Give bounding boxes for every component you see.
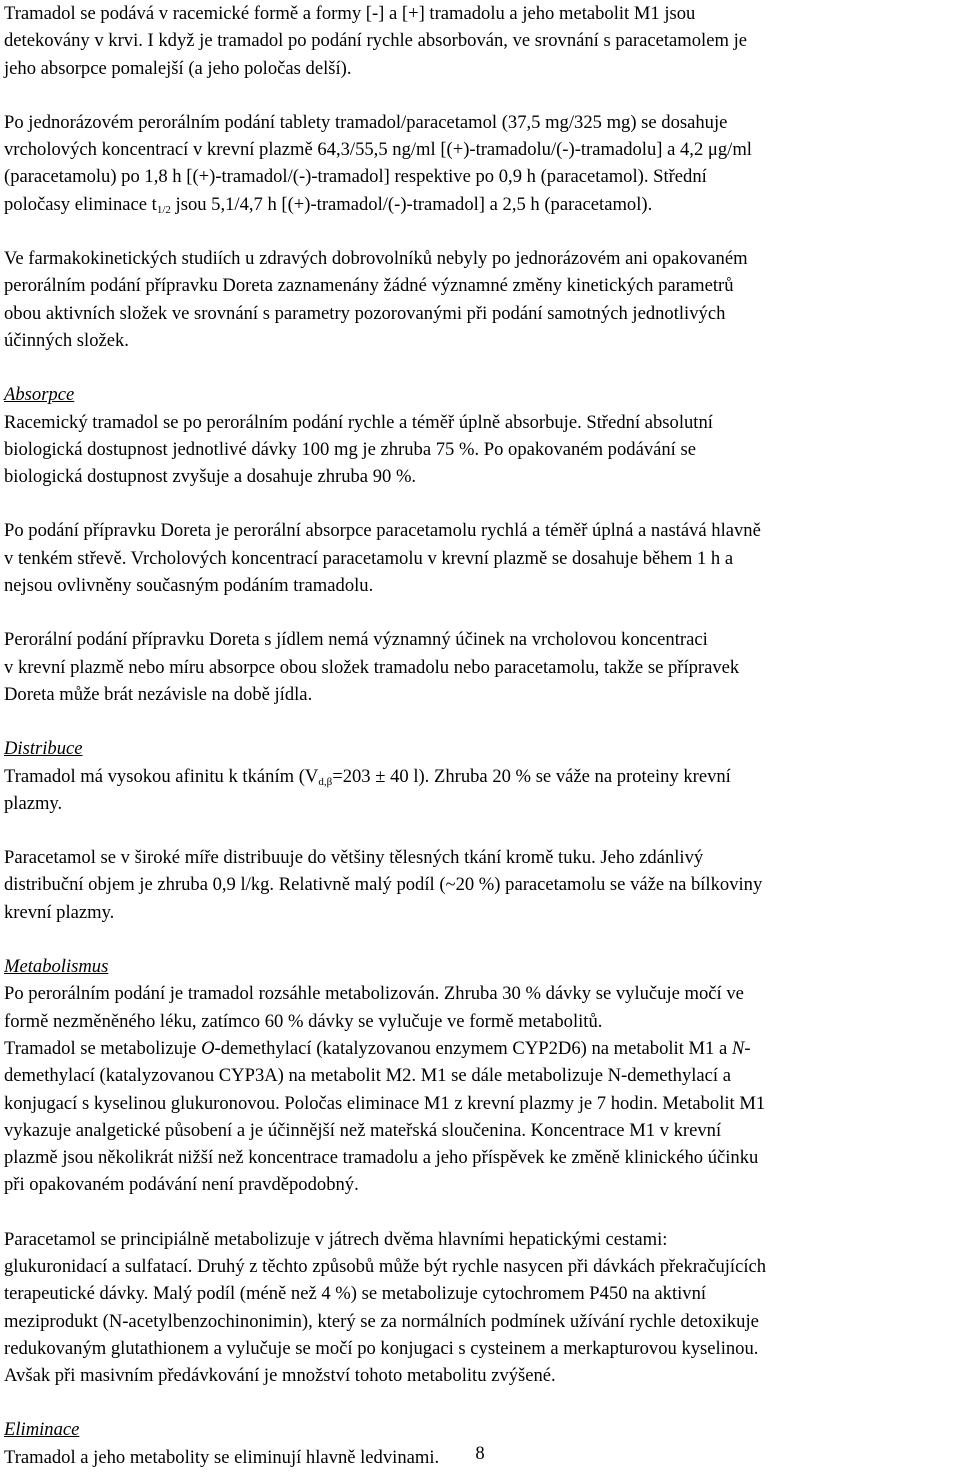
- text-line: obou aktivních složek ve srovnání s parametry pozorovanými při podání samotných jednotlivých: [4, 302, 726, 324]
- text-line: vykazuje analgetické působení a je účinnější než mateřská sloučenina. Koncentrace M1 v krevní: [4, 1119, 722, 1141]
- page-number: 8: [475, 1443, 485, 1464]
- italic-fragment: N: [731, 1037, 745, 1059]
- text-line: plazmě jsou několikrát nižší než koncentrace tramadolu a jeho příspěvek ke změně klinického účinku: [4, 1147, 759, 1169]
- text-fragment: -: [744, 1037, 751, 1059]
- section-heading: Eliminace: [4, 1419, 80, 1441]
- text-line: distribuční objem je zhruba 0,9 l/kg. Relativně malý podíl (~20 %) paracetamolu se váže na bílkoviny: [4, 874, 763, 896]
- text-line: Po podání přípravku Doreta je perorální absorpce paracetamolu rychlá a téměř úplná a nastává hlavně: [4, 520, 761, 542]
- text-line: vrcholových koncentrací v krevní plazmě 64,3/55,5 ng/ml [(+)-tramadolu/(-)-tramadolu] a 4,2 μg/ml: [4, 139, 752, 161]
- text-line: Tramadol a jeho metabolity se eliminují hlavně ledvinami.: [4, 1446, 440, 1468]
- text-fragment: Tramadol má vysokou afinitu k tkáním (V: [4, 765, 319, 787]
- section-absorpce: [4, 381, 956, 490]
- text-line: biologická dostupnost jednotlivé dávky 100 mg je zhruba 75 %. Po opakovaném podávání se: [4, 438, 696, 460]
- text-line: konjugací s kyselinou glukuronovou. Poločas eliminace M1 z krevní plazmy je 7 hodin. Metabolit M1: [4, 1092, 766, 1114]
- section-distribuce: [4, 735, 956, 817]
- text-fragment: Tramadol se metabolizuje: [4, 1037, 202, 1059]
- text-line: plazmy.: [4, 792, 63, 814]
- text-line: Paracetamol se principiálně metabolizuje v játrech dvěma hlavními hepatickými cestami:: [4, 1228, 668, 1250]
- text-line: Perorální podání přípravku Doreta s jídlem nemá významný účinek na vrcholovou koncentraci: [4, 629, 708, 651]
- text-line: detekovány v krvi. I když je tramadol po podání rychle absorbován, ve srovnání s paracetamolem je: [4, 30, 747, 52]
- section-heading: Distribuce: [4, 738, 83, 760]
- text-line: formě nezměněného léku, zatímco 60 % dávky se vylučuje ve formě metabolitů.: [4, 1010, 603, 1032]
- text-line: demethylací (katalyzovanou CYP3A) na metabolit M2. M1 se dále metabolizuje N-demethylací a: [4, 1065, 731, 1087]
- text-line: terapeutické dávky. Malý podíl (méně než 4 %) se metabolizuje cytochromem P450 na aktivní: [4, 1283, 707, 1305]
- text-fragment: poločasy eliminace t: [4, 193, 157, 215]
- paragraph-paracetamol-metabolism: [4, 1226, 956, 1390]
- text-line: v krevní plazmě nebo míru absorpce obou složek tramadolu nebo paracetamolu, takže se přípravek: [4, 656, 740, 678]
- text-line: Paracetamol se v široké míře distribuuje do většiny tělesných tkání kromě tuku. Jeho zdánlivý: [4, 847, 704, 869]
- text-line: redukovaným glutathionem a vylučuje se močí po konjugaci s cysteinem a merkapturovou kyselinou.: [4, 1337, 759, 1359]
- text-line: krevní plazmy.: [4, 901, 115, 923]
- text-line: [4, 191, 956, 218]
- paragraph-paracetamol-absorption: [4, 517, 956, 599]
- text-line: Ve farmakokinetických studiích u zdravých dobrovolníků nebyly po jednorázovém ani opakovaném: [4, 248, 748, 270]
- text-line: Po perorálním podání je tramadol rozsáhle metabolizován. Zhruba 30 % dávky se vylučuje močí ve: [4, 983, 744, 1005]
- text-line: (paracetamolu) po 1,8 h [(+)-tramadol/(-)-tramadol] respektive po 0,9 h (paracetamol). Střední: [4, 166, 707, 188]
- section-heading: Metabolismus: [4, 956, 109, 978]
- text-line: [4, 1035, 956, 1062]
- text-line: Racemický tramadol se po perorálním podání rychle a téměř úplně absorbuje. Střední absolutní: [4, 411, 713, 433]
- paragraph-racemic-form: [4, 0, 956, 82]
- paragraph-food-effect: [4, 626, 956, 708]
- text-line: v tenkém střevě. Vrcholových koncentrací paracetamolu v krevní plazmě se dosahuje během 1 h a: [4, 547, 734, 569]
- text-line: Doreta může brát nezávisle na době jídla.: [4, 683, 313, 705]
- text-line: při opakovaném podávání není pravděpodobný.: [4, 1174, 359, 1196]
- text-line: nejsou ovlivněny současným podáním tramadolu.: [4, 575, 374, 597]
- section-metabolismus: [4, 953, 956, 1199]
- text-line: glukuronidací a sulfatací. Druhý z těchto způsobů může být rychle nasycen při dávkách překračujících: [4, 1255, 767, 1277]
- paragraph-pharmacokinetic-studies: [4, 245, 956, 354]
- text-fragment: jsou 5,1/4,7 h [(+)-tramadol/(-)-tramadol] a 2,5 h (paracetamol).: [170, 193, 653, 215]
- text-line: perorálním podání přípravku Doreta zaznamenány žádné významné změny kinetických parametrů: [4, 275, 734, 297]
- text-line: Tramadol se podává v racemické formě a formy [-] a [+] tramadolu a jeho metabolit M1 jsou: [4, 3, 696, 24]
- paragraph-paracetamol-distribution: [4, 844, 956, 926]
- text-line: jeho absorpce pomalejší (a jeho poločas delší).: [4, 57, 352, 79]
- text-line: biologická dostupnost zvyšuje a dosahuje zhruba 90 %.: [4, 466, 417, 488]
- text-line: účinných složek.: [4, 329, 129, 351]
- text-line: meziprodukt (N-acetylbenzochinonimin), který se za normálních podmínek užívání rychle detoxikuje: [4, 1310, 759, 1332]
- subscript: 1/2: [156, 203, 171, 216]
- document-page: [4, 0, 956, 1471]
- italic-fragment: O: [201, 1037, 215, 1059]
- text-line: Avšak při masivním předávkování je množství tohoto metabolitu zvýšené.: [4, 1365, 556, 1387]
- section-heading: Absorpce: [4, 384, 75, 406]
- paragraph-single-dose: [4, 109, 956, 218]
- subscript: d,β: [318, 775, 333, 788]
- text-fragment: -demethylací (katalyzovanou enzymem CYP2D6) na metabolit M1 a: [214, 1037, 732, 1059]
- text-line: [4, 763, 956, 790]
- text-fragment: =203 ± 40 l). Zhruba 20 % se váže na proteiny krevní: [332, 765, 731, 787]
- text-line: Po jednorázovém perorálním podání tablety tramadol/paracetamol (37,5 mg/325 mg) se dosahuje: [4, 111, 728, 133]
